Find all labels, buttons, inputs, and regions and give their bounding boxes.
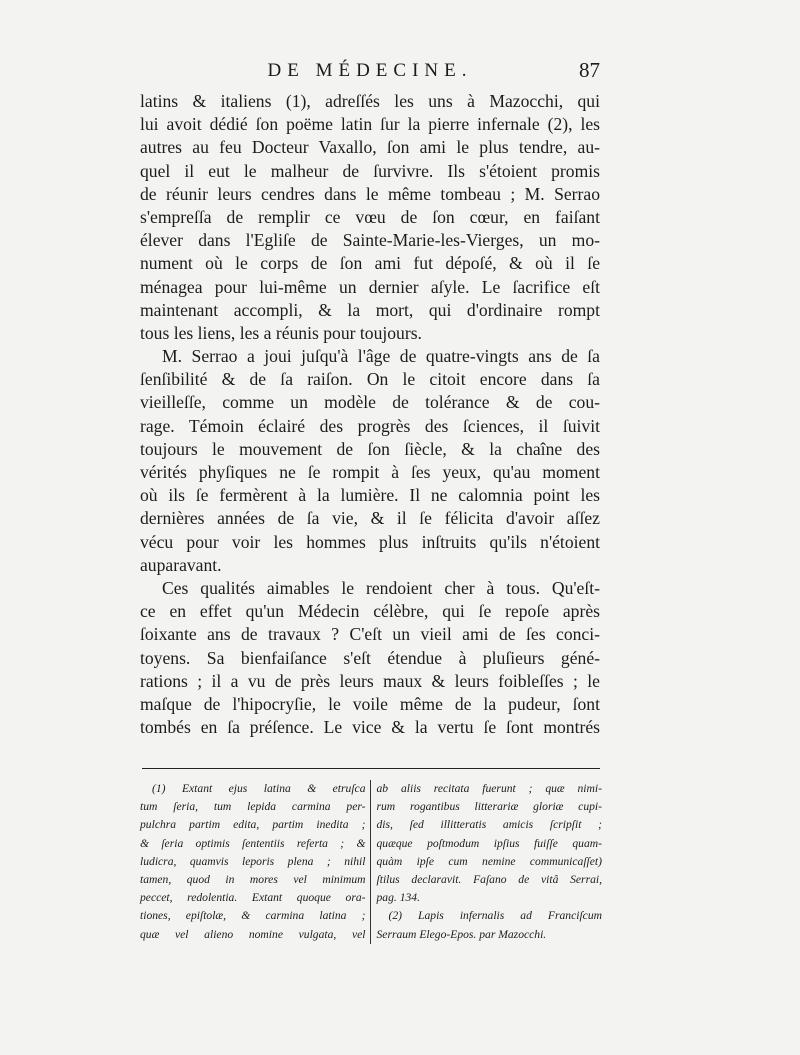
footnote-separator — [142, 768, 600, 769]
footnote-line: pag. 134. — [376, 891, 420, 905]
footnote-line: tamen, quod in mores vel minimum — [140, 872, 366, 886]
text-line: latins & italiens (1), adreſſés les uns à Mazocchi, qui — [140, 91, 600, 111]
text-line: maſque de l'hipocryſie, le voile même de la pudeur, ſont — [140, 693, 600, 714]
text-line: tombés en ſa préſence. Le vice & la vertu ſe ſont montrés — [140, 717, 600, 738]
footnote-line: quàm ipſe cum nemine communicaſſet) — [376, 854, 602, 868]
footnote-line: tum ſeria, tum lepida carmina per- — [140, 800, 366, 814]
text-line: maintenant accompli, & la mort, qui d'ordinaire rompt — [140, 299, 600, 320]
text-line: autres au feu Docteur Vaxallo, ſon ami le plus tendre, au- — [140, 137, 600, 158]
footnote-line: Serraum Elego-Epos. par Mazocchi. — [376, 927, 547, 941]
footnote-column-right — [371, 780, 603, 944]
footnote-line: quæ vel alieno nomine vulgata, vel — [140, 927, 366, 941]
text-line: de réunir leurs cendres dans le même tombeau ; M. Serrao — [140, 183, 600, 204]
text-line: s'empreſſa de remplir ce vœu de ſon cœur, en faiſant — [140, 206, 600, 227]
main-text — [140, 90, 600, 739]
footnote-line: quæque poſtmodum ipſius fuiſſe quam- — [376, 836, 602, 850]
footnote-column-left — [140, 780, 371, 944]
text-line: ſenſibilité & de ſa raiſon. On le citoit encore dans ſa — [140, 369, 600, 390]
text-line: nument où le corps de ſon ami fut dépoſé, & où il ſe — [140, 253, 600, 274]
footnote-line: peccet, redolentia. Extant quoque ora- — [140, 891, 366, 905]
footnote-line: (2) Lapis infernalis ad Franciſcum — [388, 909, 602, 923]
footnote-line: ab aliis recitata fuerunt ; quæ nimi- — [376, 782, 602, 795]
text-line: M. Serrao a joui juſqu'à l'âge de quatre-vingts ans de ſa — [162, 346, 600, 367]
text-line: vieilleſſe, comme un modèle de tolérance & de cou- — [140, 392, 600, 413]
text-line: auparavant. — [140, 554, 222, 575]
text-line: toyens. Sa bienfaiſance s'eſt étendue à pluſieurs géné- — [140, 647, 600, 668]
text-line: où ils ſe fermèrent à la lumière. Il ne calomnia point les — [140, 485, 600, 506]
footnote-line: tiones, epiſtolæ, & carmina latina ; — [140, 909, 366, 923]
footnote-line: ſtilus declaravit. Faſano de vitâ Serrai, — [376, 872, 602, 886]
text-line: vérités phyſiques ne ſe rompit à ſes yeux, qu'au moment — [140, 462, 600, 482]
text-line: ménagea pour lui-même un dernier aſyle. Le ſacrifice eſt — [140, 276, 600, 297]
footnotes — [140, 780, 602, 944]
text-line: rations ; il a vu de près leurs maux & leurs foibleſſes ; le — [140, 670, 600, 691]
text-line: rage. Témoin éclairé des progrès des ſciences, il ſuivit — [140, 415, 600, 436]
text-line: lui avoit dédié ſon poëme latin ſur la pierre infernale (2), les — [140, 114, 600, 135]
footnote-line: rum rogantibus litterariæ gloriæ cupi- — [376, 800, 602, 814]
footnote-line: dis, ſed illitteratis amicis ſcripſit ; — [376, 818, 602, 832]
footnote-line: pulchra partim edita, partim inedita ; — [140, 818, 366, 832]
text-line: toujours le mouvement de ſon ſiècle, & la chaîne des — [140, 438, 600, 459]
text-line: ce en effet qu'un Médecin célèbre, qui ſe repoſe après — [140, 601, 600, 622]
footnote-line: (1) Extant ejus latina & etruſca — [152, 782, 366, 795]
text-line: quel il eut le malheur de ſurvivre. Ils s'étoient promis — [140, 160, 600, 181]
text-line: dernières années de ſa vie, & il ſe félicita d'avoir aſſez — [140, 508, 600, 529]
text-line: élever dans l'Egliſe de Sainte-Marie-les-Vierges, un mo- — [140, 230, 600, 251]
text-line: vécu pour voir les hommes plus inſtruits qu'ils n'étoient — [140, 531, 600, 552]
page-number: 87 — [579, 58, 600, 82]
text-line: Ces qualités aimables le rendoient cher à tous. Qu'eſt- — [162, 577, 600, 598]
footnote-line: & ſeria optimis ſententiis referta ; & — [140, 836, 366, 850]
running-title: DE MÉDECINE. — [267, 60, 473, 81]
text-line: ſoixante ans de travaux ? C'eſt un vieil ami de ſes conci- — [140, 624, 600, 645]
footnote-line: ludicra, quamvis leporis plena ; nihil — [140, 854, 366, 868]
text-line: tous les liens, les a réunis pour toujours. — [140, 322, 422, 343]
